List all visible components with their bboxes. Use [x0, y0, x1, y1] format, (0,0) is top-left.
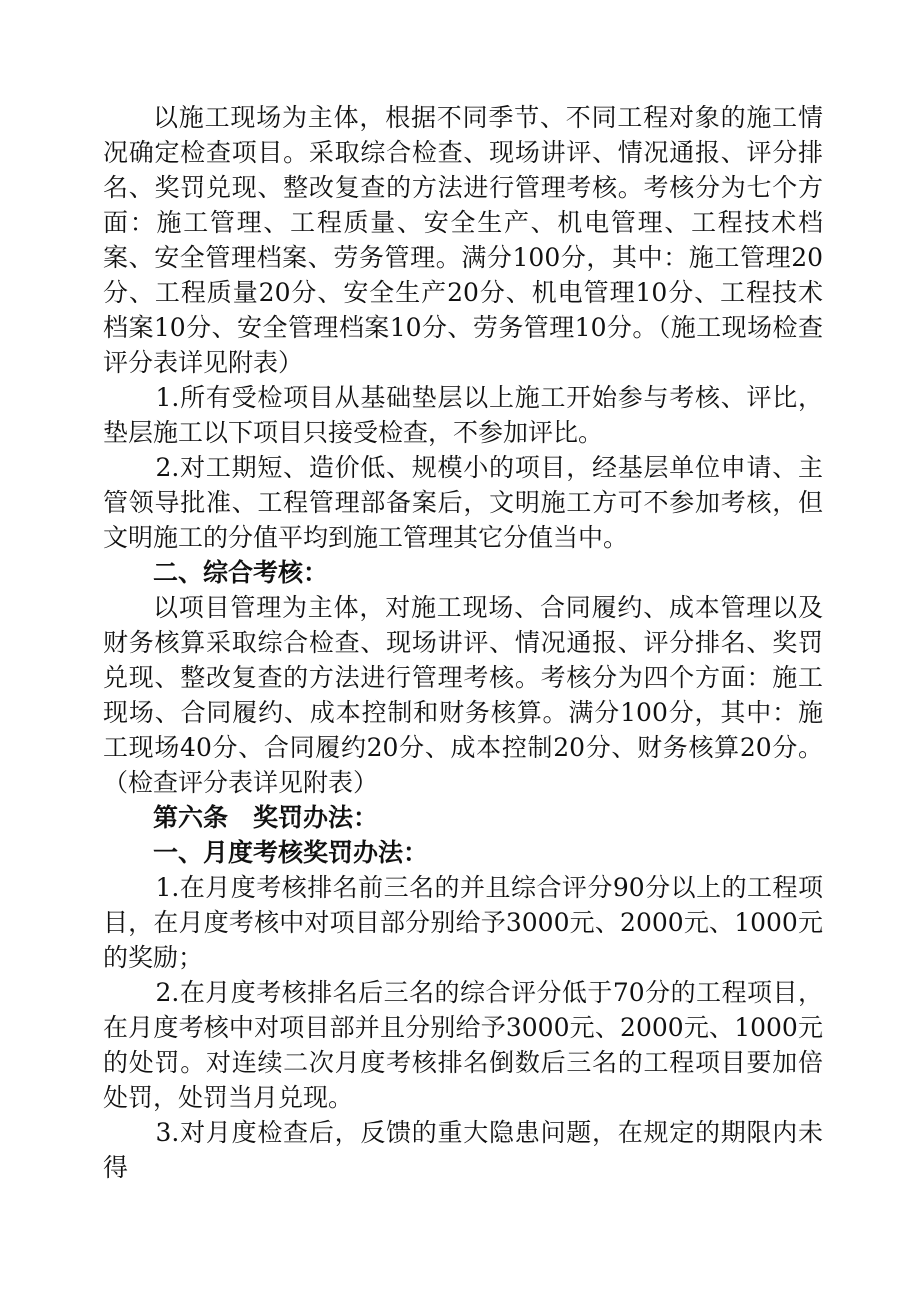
document-page: [103, 100, 823, 1185]
heading-article-six: 第六条 奖罚办法：: [153, 803, 379, 832]
paragraph-reward-item-3: 3.对月度检查后，反馈的重大隐患问题，在规定的期限内未得: [103, 1118, 823, 1182]
paragraph-reward-item-2: 2.在月度考核排名后三名的综合评分低于70分的工程项目，在月度考核中对项目部并且分别给予3000元、2000元、1000元的处罚。对连续二次月度考核排名倒数后三名的工程项目要加倍处罚，处罚当月兑现。: [103, 978, 823, 1112]
paragraph-comprehensive-assessment: 以项目管理为主体，对施工现场、合同履约、成本管理以及财务核算采取综合检查、现场讲评、情况通报、评分排名、奖罚兑现、整改复查的方法进行管理考核。考核分为四个方面：施工现场、合同履约、成本控制和财务核算。满分100分，其中：施工现场40分、合同履约20分、成本控制20分、财务核算20分。（检查评分表详见附表）: [103, 593, 823, 797]
paragraph-construction-site-assessment: 以施工现场为主体，根据不同季节、不同工程对象的施工情况确定检查项目。采取综合检查、现场讲评、情况通报、评分排名、奖罚兑现、整改复查的方法进行管理考核。考核分为七个方面：施工管理、工程质量、安全生产、机电管理、工程技术档案、安全管理档案、劳务管理。满分100分，其中：施工管理20分、工程质量20分、安全生产20分、机电管理10分、工程技术档案10分、安全管理档案10分、劳务管理10分。（施工现场检查评分表详见附表）: [103, 103, 823, 377]
paragraph-item-2: 2.对工期短、造价低、规模小的项目，经基层单位申请、主管领导批准、工程管理部备案后，文明施工方可不参加考核，但文明施工的分值平均到施工管理其它分值当中。: [103, 453, 823, 552]
heading-comprehensive-assessment: 二、综合考核：: [153, 558, 329, 587]
heading-monthly-rewards: 一、月度考核奖罚办法：: [153, 838, 429, 867]
paragraph-reward-item-1: 1.在月度考核排名前三名的并且综合评分90分以上的工程项目，在月度考核中对项目部分别给予3000元、2000元、1000元的奖励；: [103, 873, 823, 972]
paragraph-item-1: 1.所有受检项目从基础垫层以上施工开始参与考核、评比，垫层施工以下项目只接受检查，不参加评比。: [103, 383, 823, 447]
